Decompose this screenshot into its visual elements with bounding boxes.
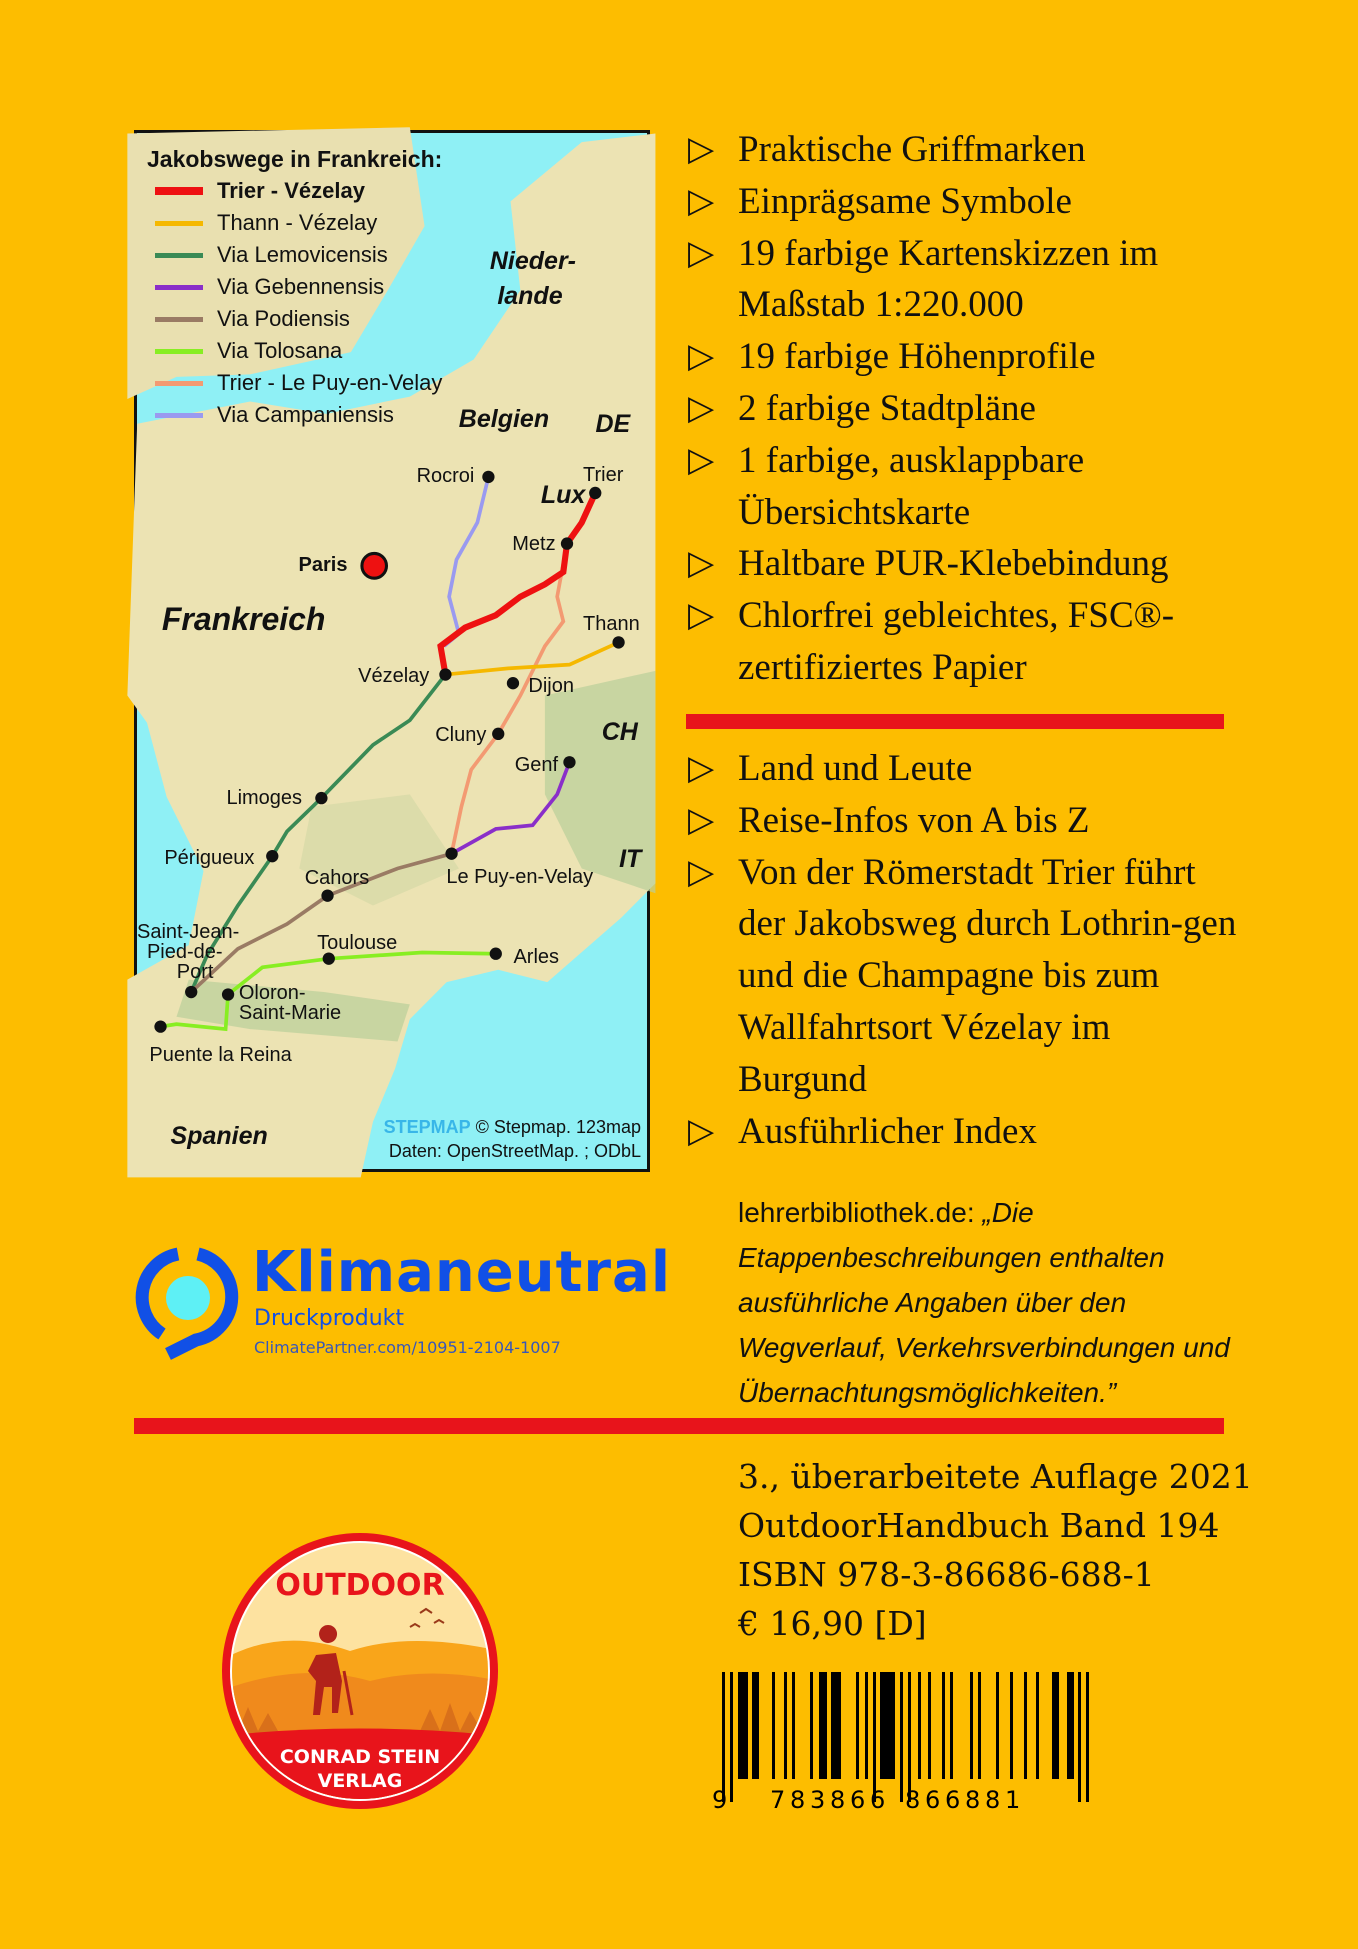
attribution-line-2: Daten: OpenStreetMap. ; ODbL [388, 1141, 641, 1161]
divider-rule-1 [686, 714, 1224, 729]
route-map [134, 130, 650, 1172]
barcode-bar [856, 1672, 859, 1779]
legend-label: Via Podiensis [217, 306, 350, 331]
klimaneutral-url: ClimatePartner.com/10951-2104-1007 [254, 1338, 561, 1357]
feature-text: 2 farbige Stadtpläne [738, 387, 1036, 429]
triangle-bullet-icon: ▷ [688, 232, 715, 273]
triangle-bullet-icon: ▷ [688, 595, 715, 636]
feature-item [688, 435, 1248, 539]
badge-bottom-text-1: CONRAD STEIN [279, 1746, 441, 1768]
country-label: IT [619, 844, 642, 873]
city-label: Périgueux [164, 847, 255, 870]
legend-item [147, 207, 442, 239]
barcode-bar [908, 1672, 911, 1802]
city-label: Rocroi [416, 464, 475, 487]
barcode-bar [1086, 1672, 1089, 1802]
city-label: Metz [512, 533, 556, 556]
feature-item [688, 847, 1248, 1106]
barcode-digit: 8 [965, 1786, 981, 1814]
legend-swatch [155, 317, 203, 322]
legend-swatch [155, 381, 203, 386]
barcode-bar [978, 1672, 981, 1779]
barcode-bar [1036, 1672, 1039, 1779]
legend-label: Trier - Le Puy-en-Velay [217, 370, 443, 395]
country-label: Nieder- [489, 247, 576, 276]
barcode-bar [1078, 1672, 1081, 1802]
legend-item [147, 335, 442, 367]
country-label: Spanien [170, 1122, 268, 1151]
feature-text: Land und Leute [738, 748, 973, 789]
city-label: Limoges [226, 786, 303, 809]
klimaneutral-subtitle: Druckprodukt [254, 1306, 405, 1331]
isbn-barcode [712, 1672, 1108, 1814]
barcode-bar [810, 1672, 813, 1779]
barcode-bar [1010, 1672, 1013, 1779]
barcode-digit: 7 [770, 1786, 786, 1814]
barcode-bar [873, 1672, 876, 1802]
map-legend [147, 143, 442, 431]
paris-capital-marker [362, 553, 387, 578]
city-label: Cluny [435, 724, 487, 747]
triangle-bullet-icon: ▷ [688, 439, 715, 480]
barcode-digit: 8 [830, 1786, 846, 1814]
feature-text: 19 farbige Höhenprofile [738, 336, 1096, 378]
legend-item [147, 399, 442, 431]
city-label: Genf [514, 754, 559, 777]
city-label: Toulouse [317, 931, 398, 954]
city-label: Puente la Reina [149, 1043, 292, 1066]
divider-rule-2 [134, 1418, 1224, 1434]
legend-swatch [155, 221, 203, 226]
legend-label: Via Campaniensis [217, 402, 394, 427]
barcode-bar [752, 1672, 759, 1779]
legend-label: Thann - Vézelay [217, 210, 378, 235]
barcode-bar [928, 1672, 931, 1779]
quote-source: lehrerbibliothek.de: [738, 1197, 983, 1228]
barcode-bar [831, 1672, 841, 1779]
country-label: Belgien [458, 405, 550, 434]
barcode-digit: 8 [985, 1786, 1001, 1814]
feature-text: Ausführlicher Index [738, 1110, 1037, 1152]
book-info [738, 1452, 1253, 1648]
country-label: lande [497, 282, 563, 311]
legend-label: Trier - Vézelay [217, 178, 365, 203]
feature-item [688, 590, 1248, 694]
review-quote [738, 1190, 1238, 1415]
city-label: Saint-Marie [238, 1001, 342, 1024]
legend-label: Via Lemovicensis [217, 242, 388, 267]
feature-text: Einprägsame Symbole [738, 180, 1072, 222]
price: € 16,90 [D] [738, 1604, 927, 1643]
city-label: Dijon [528, 674, 574, 697]
feature-text: Haltbare PUR-Klebebindung [738, 543, 1169, 585]
stepmap-logo: STEPMAP [383, 1117, 471, 1137]
barcode-digit: 8 [790, 1786, 806, 1814]
city-label: Paris [298, 554, 348, 577]
barcode-bar [730, 1672, 733, 1802]
legend-swatch [155, 253, 203, 258]
triangle-bullet-icon: ▷ [688, 748, 715, 788]
edition: 3., überarbeitete Auflage 2021 [738, 1457, 1253, 1496]
barcode-digit: 6 [850, 1786, 866, 1814]
isbn: ISBN 978-3-86686-688-1 [738, 1555, 1155, 1594]
country-label: Lux [540, 480, 586, 509]
triangle-bullet-icon: ▷ [688, 851, 715, 892]
barcode-digit: 6 [925, 1786, 941, 1814]
feature-item [688, 743, 1248, 795]
feature-item [688, 795, 1248, 847]
city-label: Vézelay [358, 664, 430, 687]
barcode-digit: 6 [945, 1786, 961, 1814]
feature-text: Chlorfrei gebleichtes, FSC®-zertifiziertes Papier [738, 595, 1175, 688]
badge-bottom-text-2: VERLAG [317, 1770, 403, 1792]
barcode-bar [996, 1672, 999, 1779]
city-label: Arles [513, 945, 560, 968]
barcode-bar [970, 1672, 973, 1779]
feature-item [688, 383, 1248, 435]
barcode-bar [738, 1672, 748, 1779]
legend-item [147, 303, 442, 335]
klimaneutral-title: Klimaneutral [252, 1240, 672, 1305]
legend-item [147, 271, 442, 303]
barcode-bar [1024, 1672, 1027, 1779]
country-label: DE [595, 410, 631, 439]
quote-text: „Die Etappenbeschreibungen enthalten ausführliche Angaben über den Wegverlauf, Verkehrsverbindungen und Übernachtungsmöglichkeiten.” [738, 1197, 1230, 1408]
series: OutdoorHandbuch Band 194 [738, 1506, 1220, 1545]
barcode-digit: 9 [712, 1786, 728, 1814]
barcode-bar [792, 1672, 795, 1779]
city-label: Pied-de- [146, 940, 223, 963]
map-attribution [384, 1115, 641, 1163]
legend-title: Jakobswege in Frankreich: [147, 146, 443, 172]
triangle-bullet-icon: ▷ [688, 799, 715, 840]
feature-text: Von der Römerstadt Trier führt der Jakobsweg durch Lothrin-gen und die Champagne bis zum Wallfahrtsort Vézelay im Burgund [738, 851, 1237, 1100]
feature-item [688, 124, 1248, 176]
city-label: Le Puy-en-Velay [446, 866, 594, 889]
outdoor-publisher-badge [220, 1531, 500, 1811]
barcode-bar [784, 1672, 787, 1779]
city-label: Oloron- [238, 981, 306, 1004]
triangle-bullet-icon: ▷ [688, 387, 715, 428]
feature-text: 1 farbige, ausklappbare Übersichtskarte [738, 439, 1085, 533]
climatepartner-icon [140, 1248, 240, 1363]
legend-label: Via Tolosana [217, 338, 343, 363]
legend-swatch [155, 349, 203, 354]
legend-item [147, 175, 442, 207]
barcode-bar [880, 1672, 895, 1779]
barcode-bar [918, 1672, 921, 1779]
country-label: Frankreich [161, 601, 326, 638]
city-label: Thann [583, 612, 640, 635]
triangle-bullet-icon: ▷ [688, 1110, 715, 1151]
feature-list-2 [688, 743, 1248, 1157]
triangle-bullet-icon: ▷ [688, 543, 715, 584]
feature-list-1 [688, 124, 1248, 694]
city-label: Saint-Jean- [137, 920, 240, 943]
triangle-bullet-icon: ▷ [688, 129, 715, 169]
feature-text: Praktische Griffmarken [738, 129, 1086, 170]
barcode-bar [865, 1672, 868, 1779]
barcode-bar [772, 1672, 775, 1779]
feature-text: 19 farbige Kartenskizzen im Maßstab 1:220.000 [738, 232, 1159, 326]
badge-top-text: OUTDOOR [275, 1568, 445, 1603]
legend-item [147, 367, 442, 399]
legend-item [147, 239, 442, 271]
triangle-bullet-icon: ▷ [688, 336, 715, 377]
barcode-bar [1067, 1672, 1074, 1779]
city-label: Cahors [304, 867, 370, 890]
attribution-line-1: © Stepmap. 123map [475, 1117, 641, 1137]
feature-item [688, 176, 1248, 228]
barcode-bar [722, 1672, 725, 1802]
barcode-bar [1052, 1672, 1059, 1779]
barcode-digit: 3 [810, 1786, 826, 1814]
country-label: CH [601, 718, 638, 747]
legend-swatch [155, 285, 203, 290]
city-label: Trier [583, 463, 624, 486]
legend-label: Via Gebennensis [217, 274, 385, 299]
barcode-digit: 6 [870, 1786, 886, 1814]
feature-item [688, 331, 1248, 383]
barcode-bar [942, 1672, 945, 1779]
barcode-digit: 1 [1005, 1786, 1021, 1814]
barcode-digit: 8 [905, 1786, 921, 1814]
legend-swatch [155, 413, 203, 418]
triangle-bullet-icon: ▷ [688, 180, 715, 221]
feature-text: Reise-Infos von A bis Z [738, 799, 1090, 841]
barcode-bar [900, 1672, 903, 1802]
barcode-bar [950, 1672, 953, 1779]
feature-item [688, 1106, 1248, 1158]
city-label: Port [176, 960, 214, 983]
legend-swatch [155, 187, 203, 195]
barcode-bar [819, 1672, 827, 1779]
feature-item [688, 228, 1248, 332]
feature-item [688, 538, 1248, 590]
